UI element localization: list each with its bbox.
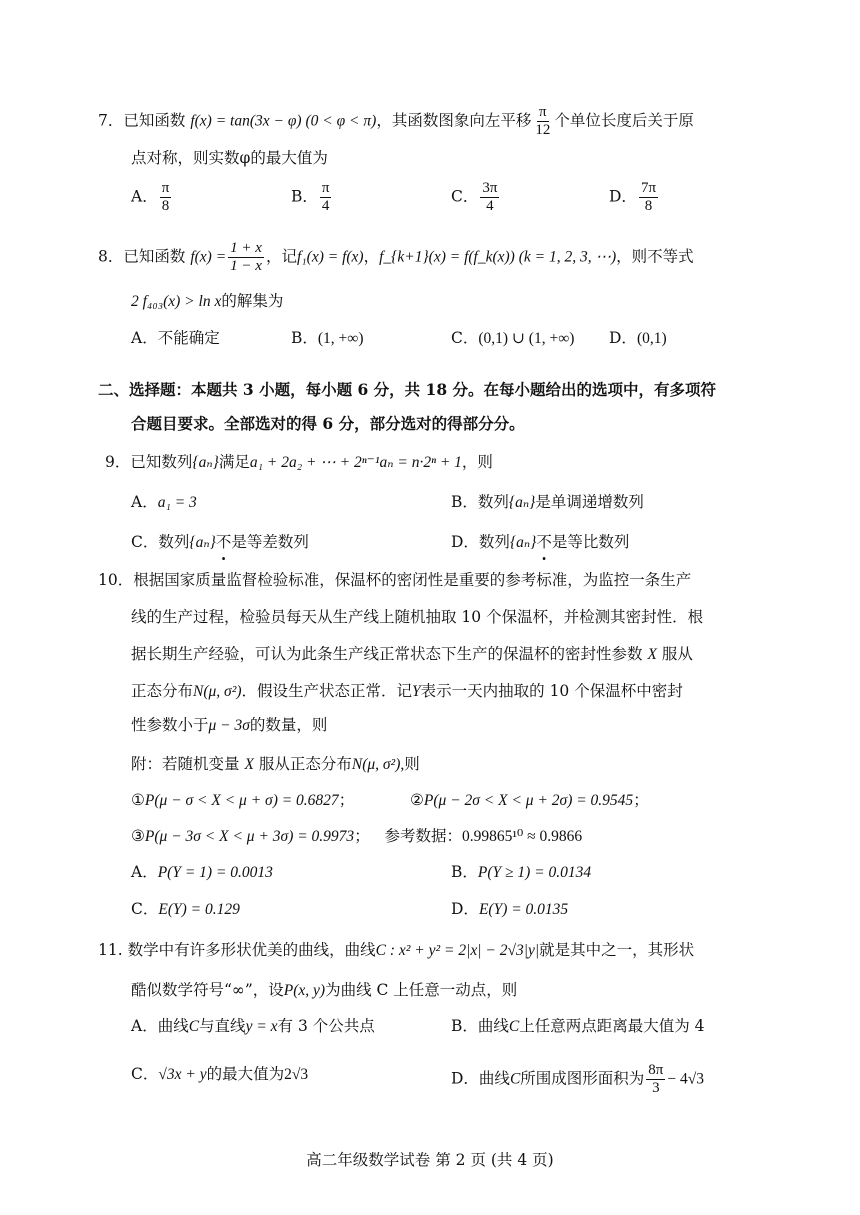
section2-heading: 二、选择题：本题共 3 小题，每小题 6 分，共 18 分。在每小题给出的选项中，有多项符	[98, 380, 717, 399]
q11-line1: 11. 数学中有许多形状优美的曲线，曲线C : x² + y² = 2|x| − 2√3|y|就是其中之一，其形状	[98, 941, 695, 959]
q9-option-d: D．数列{aₙ}不是等比数列	[451, 533, 630, 551]
q8-option-d: D．(0,1)	[609, 329, 667, 347]
q7-line2: 点对称，则实数φ的最大值为	[131, 149, 328, 167]
q10-option-b: B．P(Y ≥ 1) = 0.0134	[451, 863, 592, 881]
q7-option-a: A． $\frac{\pi}{8}$	[131, 180, 170, 214]
q7-shift-fraction: $\frac{\pi}{12}$	[535, 104, 551, 138]
q8-option-a: A．不能确定	[131, 329, 220, 347]
q7-function: f(x) = tan(3x − φ) (0 < φ < π)	[190, 112, 377, 130]
q10-prob2: ②P(μ − 2σ < X < μ + 2σ) = 0.9545；	[410, 791, 649, 809]
q9-option-c: C．数列{aₙ}不是等差数列	[131, 533, 309, 551]
q10-note: 附：若随机变量 X 服从正态分布N(μ, σ²),则	[131, 755, 420, 773]
q9-line1: 9．已知数列{aₙ}满足a₁ + 2a₂ + ⋯ + 2ⁿ⁻¹aₙ = n·2ⁿ + 1，则	[105, 453, 493, 471]
q10-line5: 性参数小于μ − 3σ的数量，则	[131, 716, 328, 734]
q10-line1: 10．根据国家质量监督检验标准，保温杯的密闭性是重要的参考标准，为监控一条生产	[98, 571, 692, 589]
q9-option-b: B．数列{aₙ}是单调递增数列	[451, 493, 644, 511]
q11-curve: C : x² + y² = 2|x| − 2√3|y|	[375, 942, 540, 959]
q8-option-c: C．(0,1) ∪ (1, +∞)	[451, 329, 575, 347]
q11-option-a: A．曲线C与直线y = x有 3 个公共点	[131, 1017, 375, 1035]
q7-option-c: C． $\frac{3\pi}{4}$	[451, 180, 498, 214]
q11-option-b: B．曲线C上任意两点距离最大值为 4	[451, 1017, 705, 1035]
q9-option-a: A．a₁ = 3	[131, 493, 197, 511]
q10-line2: 线的生产过程，检验员每天从生产线上随机抽取 10 个保温杯，并检测其密封性．根	[131, 608, 704, 626]
section2-heading-cont: 合题目要求。全部选对的得 6 分，部分选对的得部分分。	[131, 414, 525, 433]
q7-line1: 7．已知函数 f(x) = tan(3x − φ) (0 < φ < π)，其函数图象向左平移 $\frac{\pi}{12}$ 个单位长度后关于原	[98, 104, 694, 138]
q8-line2: 2 f₄₀₃(x) > ln x的解集为	[131, 292, 284, 310]
q8-recurrence: f_{k+1}(x) = f(f_k(x)) (k = 1, 2, 3, ⋯)	[379, 248, 617, 266]
q11-line2: 酷似数学符号“∞”，设P(x, y)为曲线 C 上任意一动点，则	[131, 981, 518, 999]
q8-option-b: B．(1, +∞)	[291, 329, 364, 347]
q10-option-c: C．E(Y) = 0.129	[131, 900, 240, 918]
q10-option-d: D．E(Y) = 0.0135	[451, 900, 569, 918]
q7-option-b: B． $\frac{\pi}{4}$	[291, 180, 330, 214]
q10-option-a: A．P(Y = 1) = 0.0013	[131, 863, 273, 881]
q10-prob1: ①P(μ − σ < X < μ + σ) = 0.6827；	[131, 791, 355, 809]
q11-option-c: C．√3x + y的最大值为2√3	[131, 1065, 309, 1083]
q11-option-d: D．曲线C所围成图形面积为 $\frac{8\pi}{3}$ − 4√3	[451, 1062, 704, 1096]
q8-line1: 8．已知函数 f(x) = $\frac{1 + x}{1 - x}$ ，记f₁(x) = f(x)，f_{k+1}(x) = f(f_k(x)) (k = 1, 2, 3, ⋯)，则不等式	[98, 240, 694, 274]
q10-line4: 正态分布N(μ, σ²)．假设生产状态正常．记Y表示一天内抽取的 10 个保温杯中密封	[131, 682, 683, 700]
page-footer: 高二年级数学试卷 第 2 页 (共 4 页)	[306, 1151, 554, 1169]
q10-line3: 据长期生产经验，可认为此条生产线正常状态下生产的保温杯的密封性参数 X 服从	[131, 645, 693, 663]
q7-option-d: D． $\frac{7\pi}{8}$	[609, 180, 657, 214]
q10-prob3: ③P(μ − 3σ < X < μ + 3σ) = 0.9973； 参考数据：0.99865¹⁰ ≈ 0.9866	[131, 827, 583, 845]
